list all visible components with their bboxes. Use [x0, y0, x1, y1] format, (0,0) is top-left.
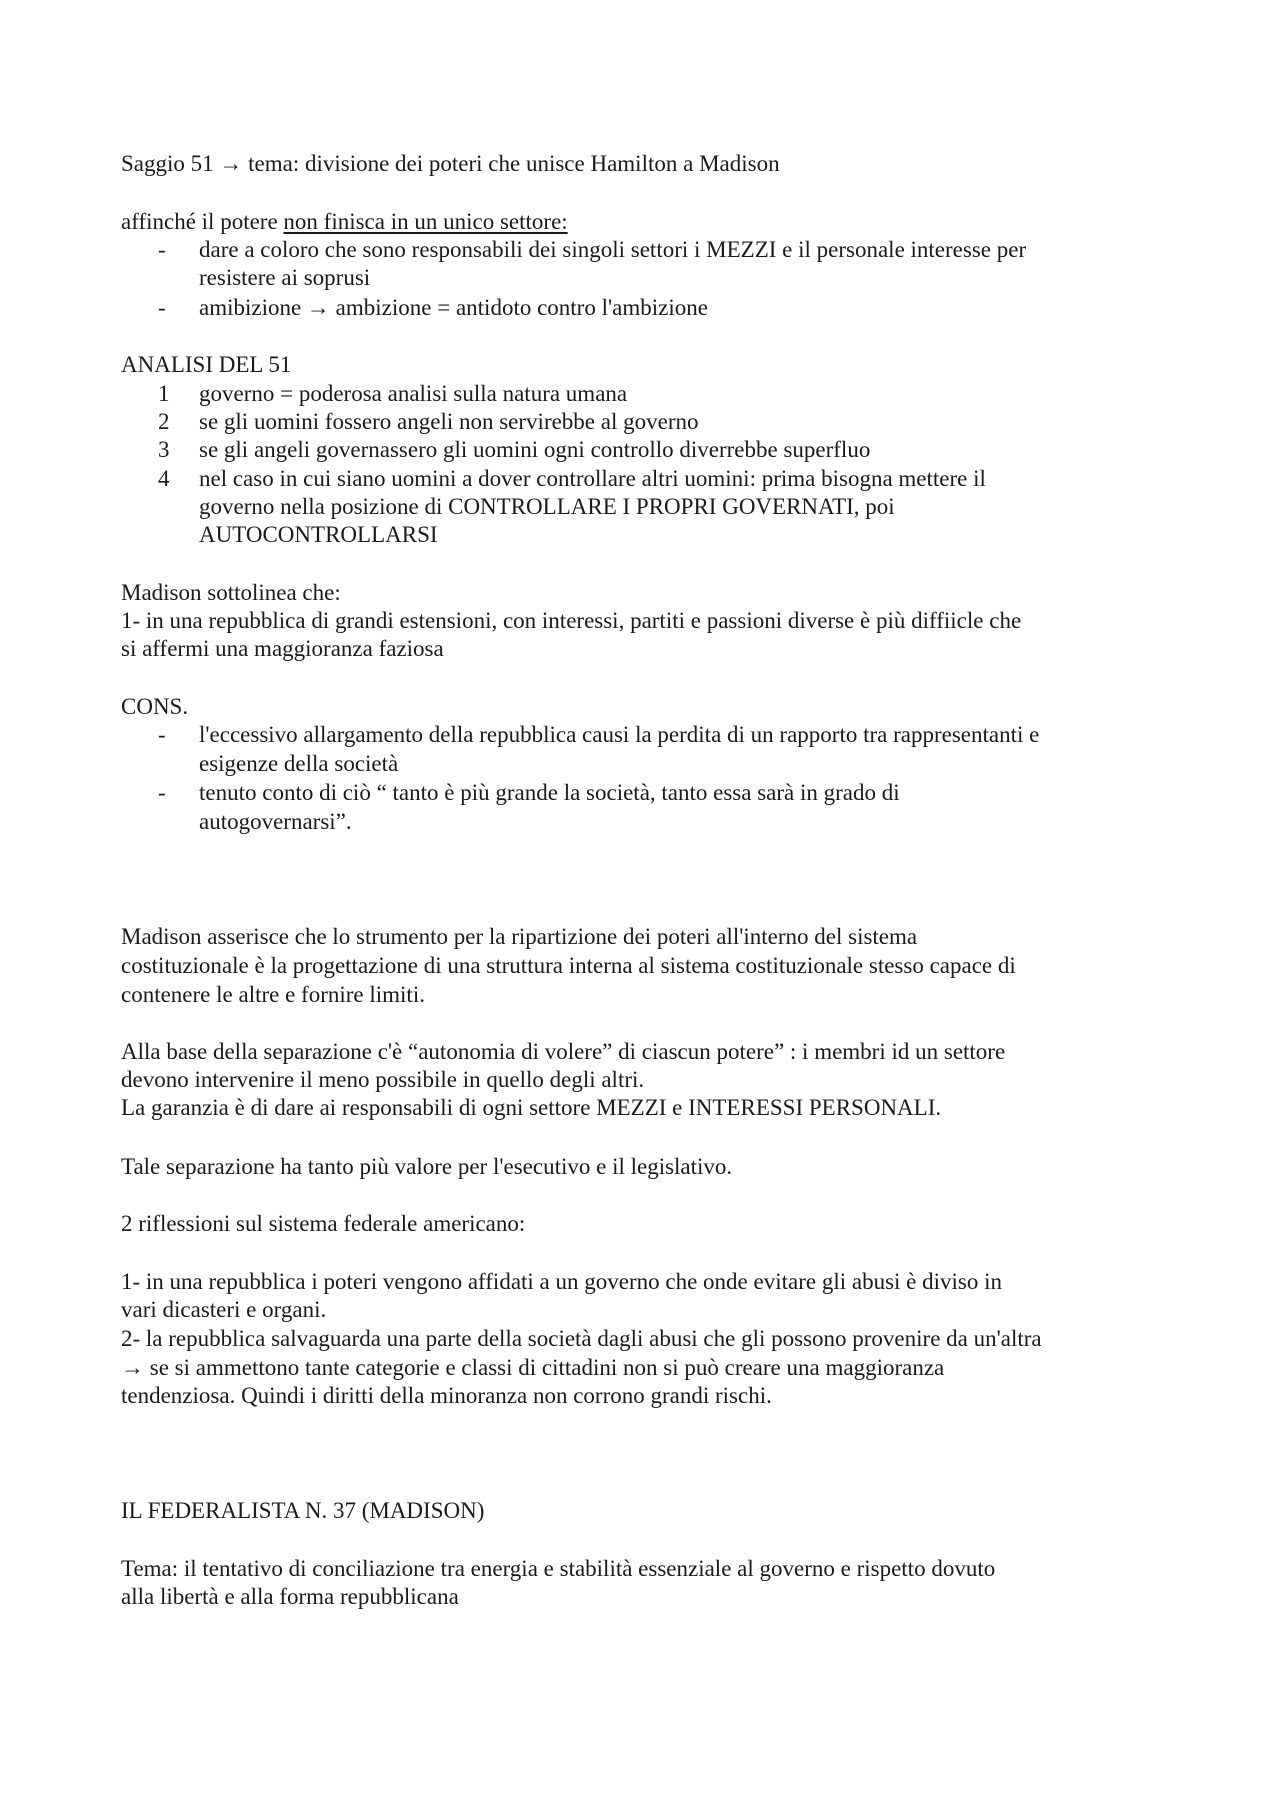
- paragraph-2-line1: Alla base della separazione c'è “autonomia di volere” di ciascun potere” : i membri id un settore: [121, 1039, 1006, 1064]
- analisi-item-1: governo = poderosa analisi sulla natura umana: [199, 381, 628, 406]
- paragraph-1-line3: contenere le altre e fornire limiti.: [121, 982, 425, 1007]
- saggio51-bullet-2: amibizione → ambizione = antidoto contro l'ambizione: [199, 295, 708, 320]
- saggio51-intro: [121, 208, 1181, 236]
- cons-bullet-1-line2: esigenze della società: [199, 751, 399, 776]
- cons-bullet-2-line1: tenuto conto di ciò “ tanto è più grande la società, tanto essa sarà in grado di: [199, 780, 900, 805]
- analisi-num-1: 1: [158, 381, 170, 406]
- paragraph-3: Tale separazione ha tanto più valore per l'esecutivo e il legislativo.: [121, 1154, 733, 1179]
- paragraph-1-line2: costituzionale è la progettazione di una struttura interna al sistema costituzionale stesso capace di: [121, 953, 1016, 978]
- paragraph-5-line2: vari dicasteri e organi.: [121, 1297, 327, 1322]
- saggio51-bullet-1-line1: dare a coloro che sono responsabili dei singoli settori i MEZZI e il personale interesse per: [199, 237, 1027, 262]
- paragraph-5-line1: 1- in una repubblica i poteri vengono affidati a un governo che onde evitare gli abusi è diviso in: [121, 1269, 1002, 1294]
- bullet-marker: -: [158, 295, 166, 320]
- paragraph-6-line3: tendenziosa. Quindi i diritti della minoranza non corrono grandi rischi.: [121, 1383, 772, 1408]
- bullet-marker: -: [158, 237, 166, 262]
- saggio51-title: Saggio 51 → tema: divisione dei poteri che unisce Hamilton a Madison: [121, 151, 780, 176]
- bullet-marker: -: [158, 780, 166, 805]
- cons-bullet-1-line1: l'eccessivo allargamento della repubblica causi la perdita di un rapporto tra rappresentanti e: [199, 722, 1040, 747]
- analisi-item-4-line2: governo nella posizione di CONTROLLARE I PROPRI GOVERNATI, poi: [199, 494, 895, 519]
- analisi-item-3: se gli angeli governassero gli uomini ogni controllo diverrebbe superfluo: [199, 437, 871, 462]
- federalista37-heading: IL FEDERALISTA N. 37 (MADISON): [121, 1498, 485, 1523]
- paragraph-6-line1: 2- la repubblica salvaguarda una parte della società dagli abusi che gli possono provenire da un'altra: [121, 1326, 1042, 1351]
- analisi-item-4-line1: nel caso in cui siano uomini a dover controllare altri uomini: prima bisogna mettere il: [199, 466, 986, 491]
- paragraph-1-line1: Madison asserisce che lo strumento per la ripartizione dei poteri all'interno del sistema: [121, 924, 918, 949]
- madison-point1-line2: si affermi una maggioranza faziosa: [121, 636, 444, 661]
- federalista37-tema-line1: Tema: il tentativo di conciliazione tra energia e stabilità essenziale al governo e rispetto dovuto: [121, 1556, 996, 1581]
- cons-bullet-2-line2: autogovernarsi”.: [199, 809, 352, 834]
- analisi-num-3: 3: [158, 437, 170, 462]
- analisi-num-4: 4: [158, 466, 170, 491]
- bullet-marker: -: [158, 722, 166, 747]
- madison-point1-line1: 1- in una repubblica di grandi estensioni, con interessi, partiti e passioni diverse è più diffiicle che: [121, 608, 1022, 633]
- analisi-num-2: 2: [158, 409, 170, 434]
- paragraph-4: 2 riflessioni sul sistema federale americano:: [121, 1211, 526, 1236]
- paragraph-2-line2: devono intervenire il meno possibile in quello degli altri.: [121, 1067, 645, 1092]
- saggio51-bullet-1-line2: resistere ai soprusi: [199, 265, 371, 290]
- analisi-heading: ANALISI DEL 51: [121, 352, 292, 377]
- cons-heading: CONS.: [121, 694, 189, 719]
- analisi-item-2: se gli uomini fossero angeli non servirebbe al governo: [199, 409, 699, 434]
- saggio51-intro-underlined: non finisca in un unico settore:: [283, 209, 568, 234]
- paragraph-2-line3: La garanzia è di dare ai responsabili di ogni settore MEZZI e INTERESSI PERSONALI.: [121, 1095, 942, 1120]
- paragraph-6-line2: → se si ammettono tante categorie e classi di cittadini non si può creare una maggioranza: [121, 1355, 945, 1380]
- saggio51-intro-prefix: affinché il potere: [121, 209, 284, 234]
- analisi-item-4-line3: AUTOCONTROLLARSI: [199, 522, 438, 547]
- federalista37-tema-line2: alla libertà e alla forma repubblicana: [121, 1584, 459, 1609]
- madison-intro: Madison sottolinea che:: [121, 580, 341, 605]
